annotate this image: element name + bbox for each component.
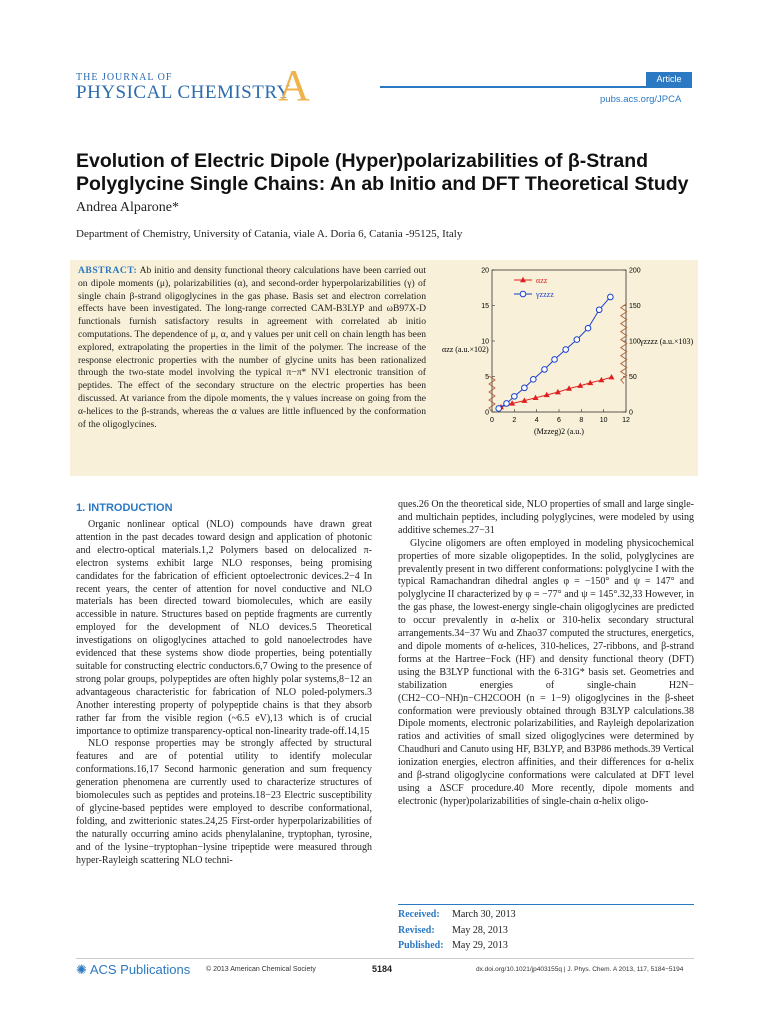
x-tick-label: 8	[579, 417, 584, 424]
legend-label: γzzzz	[536, 290, 554, 299]
data-point-circle	[531, 377, 537, 383]
y-right-tick-label: 50	[629, 374, 637, 381]
journal-letter-logo: A	[278, 61, 310, 110]
section-heading: 1. INTRODUCTION	[76, 502, 173, 514]
date-value: March 30, 2013	[452, 909, 516, 920]
data-point-circle	[552, 357, 558, 363]
body-paragraph: Organic nonlinear optical (NLO) compounds have drawn great attention in the past decades toward design and application of photonic and electro-optical materials.1,2 Polymers based on delocalized π-electron systems exhibit large NLO responses, being promising candidates for the fabrication of efficient optoelectronic devices.2−4 In recent years, the center of attention for novel conductive and NLO materials has been directed toward biomolecules, which are easily accessible in nature. Structures based on peptide fragments are currently employed for the development of NLO devices.5 Theoretical investigations on oligoglycines attached to gold nanoelectrodes have evidenced that these systems show diode properties, being potentially suitable for constructing electric conductors.6,7 Owing to the presence of strong polar groups, polypeptides are often highly polar systems,8−12 an advantageous characteristic for fabrication of NLO poled-polymers.3 Another interesting property of polypeptide chains is that they absorb rather far from the visible region (~6.5 eV),13 which is of crucial importance to optimize transparency-optical non-linearity trade-off.14,15	[76, 519, 372, 737]
paper-title: Evolution of Electric Dipole (Hyper)polarizabilities of β-Strand Polyglycine Single Chains: An ab Initio and DFT Theoretical Study	[76, 150, 689, 195]
x-tick-label: 0	[490, 417, 494, 424]
data-point-circle	[504, 401, 510, 407]
y-left-axis-label: αzz (a.u.×102)	[442, 345, 489, 354]
date-row	[398, 907, 516, 923]
x-tick-label: 12	[622, 417, 630, 424]
body-paragraph: Glycine oligomers are often employed in modeling physicochemical properties of more sizable oligopeptides. In the solid, polyglycines are prevalently present in two different conformations: polyglycine I with the typical Ramachandran dihedral angles φ = −150° and ψ = 147° and polyglycine II characterized by φ = −77° and ψ = 145°.32,33 However, in the gas phase, the lowest-energy single-chain oligoglycines are predicted to occur prevalently in α-helix or 310-helix secondary structural arrangements.34−37 Wu and Zhao37 computed the structures, energetics, and dipole moments of α-helices, 310-helices, 27-ribbons, and β-strand forms at the Hartree−Fock (HF) and density functional theory (DFT) using the B3LYP functional with the 6-31G* basis set. Geometries and stabilization energies of single-chain H2N−(CH2−CO−NH)n−CH2COOH (n = 1−9) oligoglycines in the β-sheet conformation were previously obtained through B3LYP calculations.38 Dipole moments, electronic polarizabilities, and Rayleigh depolarization ratios and activities of small sized oligoglycines were determined by Chaudhuri and Canuto using HF, B3LYP, and B3P86 methods.39 Vertical ionization energies, electron affinities, and their differences for α-helix and β-strand oligoglycine conformations were calculated at DFT level using a ΔSCF procedure.40 More recently, dipole moments and electronic (hyper)polarizabilities of single-chain α-helix oligo-	[398, 537, 694, 807]
y-right-tick-label: 0	[629, 409, 633, 417]
date-row	[398, 923, 516, 939]
doi-citation[interactable]: dx.doi.org/10.1021/jp403155q | J. Phys. Chem. A 2013, 117, 5184−5194	[476, 966, 684, 973]
toc-graphic-chart	[436, 262, 696, 442]
x-tick-label: 4	[534, 417, 539, 424]
y-right-axis-label: γzzzz (a.u.×103)	[640, 337, 694, 346]
data-point-circle	[596, 307, 602, 313]
data-point-triangle	[608, 374, 614, 379]
data-point-circle	[512, 394, 518, 400]
author-name: Andrea Alparone*	[76, 200, 180, 215]
date-label: Revised:	[398, 924, 435, 936]
data-point-circle	[522, 385, 528, 391]
acs-logo-icon: ✺	[76, 962, 87, 977]
body-paragraph: ques.26 On the theoretical side, NLO properties of small and large single- and multichain peptides, including polyglycines, were modeled by using additive schemes.27−31	[398, 499, 694, 536]
data-point-circle	[608, 294, 614, 300]
y-left-tick-label: 20	[481, 267, 489, 275]
y-left-tick-label: 15	[481, 303, 489, 310]
x-tick-label: 6	[557, 417, 561, 424]
y-left-tick-label: 0	[485, 409, 489, 417]
abstract	[78, 265, 426, 431]
author-affiliation: Department of Chemistry, University of Catania, viale A. Doria 6, Catania -95125, Italy	[76, 228, 463, 240]
journal-name-top: THE JOURNAL OF	[76, 72, 173, 83]
abstract-label: ABSTRACT:	[78, 265, 138, 276]
x-tick-label: 10	[599, 417, 608, 424]
x-axis-label: (Mzzeg)2 (a.u.)	[534, 427, 584, 436]
body-paragraph: NLO response properties may be strongly affected by structural features and are of potential utility to identify molecular conformations.16,17 Second harmonic generation and sum frequency generation phenomena are currently used to characterize structures of biomolecules such as peptides and proteins.18−23 Electric susceptibility of glycine-based peptides were employed to describe conformational, folding, and zwitterionic states.24,25 First-order hyperpolarizabilities of the naturally occurring amino acids phenylalanine, tryptophan, tyrosine, and of the lysine−tryptophan−lysine tripeptide were measured through hyper-Rayleigh scattering NLO techni-	[76, 738, 372, 866]
publication-dates	[398, 907, 516, 954]
date-row	[398, 938, 516, 954]
data-point-circle	[585, 325, 591, 331]
plot-frame	[492, 270, 626, 412]
y-right-tick-label: 200	[629, 267, 641, 275]
publisher-name: ACS Publications	[89, 962, 191, 977]
y-left-tick-label: 10	[481, 338, 489, 346]
x-tick-label: 2	[512, 417, 517, 424]
data-point-circle	[574, 337, 580, 343]
abstract-text: Ab initio and density functional theory calculations have been carried out on dipole moments (μ), polarizabilities (α), and second-order hyperpolarizabilities (γ) of single chain β-strand oligoglycines in the gas phase. Basis set and electron correlation effects have been investigated. The long-range corrected CAM-B3LYP and ωB97X-D functionals furnish satisfactory results in agreement with correlated ab initio computations. The dependence of μ, α, and γ values per unit cell on chain length has been explored, extrapolating the properties in the limit of the polymer. The increase of the response electronic properties with the number of glycine units has been rationalized through the two-state model involving the typical π−π* NV1 electronic transition of peptides. The effect of the secondary structure on the electric properties has been discussed. At variance from the dipole moments, the γ values increase on going from the α-helices to the β-strands, whereas the α values are little influenced by the conformation of the oligoglycines.	[78, 265, 426, 430]
copyright: © 2013 American Chemical Society	[206, 966, 316, 973]
footer-rule	[76, 958, 694, 959]
y-right-tick-label: 150	[629, 303, 641, 310]
date-label: Published:	[398, 940, 444, 951]
column-left	[76, 519, 372, 867]
data-point-circle	[542, 367, 548, 373]
dates-rule	[398, 904, 694, 905]
date-value: May 28, 2013	[452, 924, 508, 936]
page-number: 5184	[372, 964, 393, 974]
date-label: Received:	[398, 909, 440, 920]
publisher-logo	[76, 962, 190, 978]
legend-marker-circle	[520, 291, 526, 297]
journal-name-main: PHYSICAL CHEMISTRY	[76, 82, 291, 103]
column-right	[398, 499, 694, 809]
series-line	[499, 297, 611, 408]
y-left-tick-label: 5	[485, 374, 489, 381]
article-type-badge: Article	[646, 72, 692, 86]
date-value: May 29, 2013	[452, 940, 508, 951]
legend-label: αzz	[536, 276, 548, 285]
header-rule	[380, 86, 692, 88]
journal-url-link[interactable]: pubs.acs.org/JPCA	[600, 94, 682, 105]
data-point-circle	[563, 347, 569, 353]
y-right-tick-label: 100	[629, 338, 641, 346]
data-point-circle	[496, 406, 502, 412]
